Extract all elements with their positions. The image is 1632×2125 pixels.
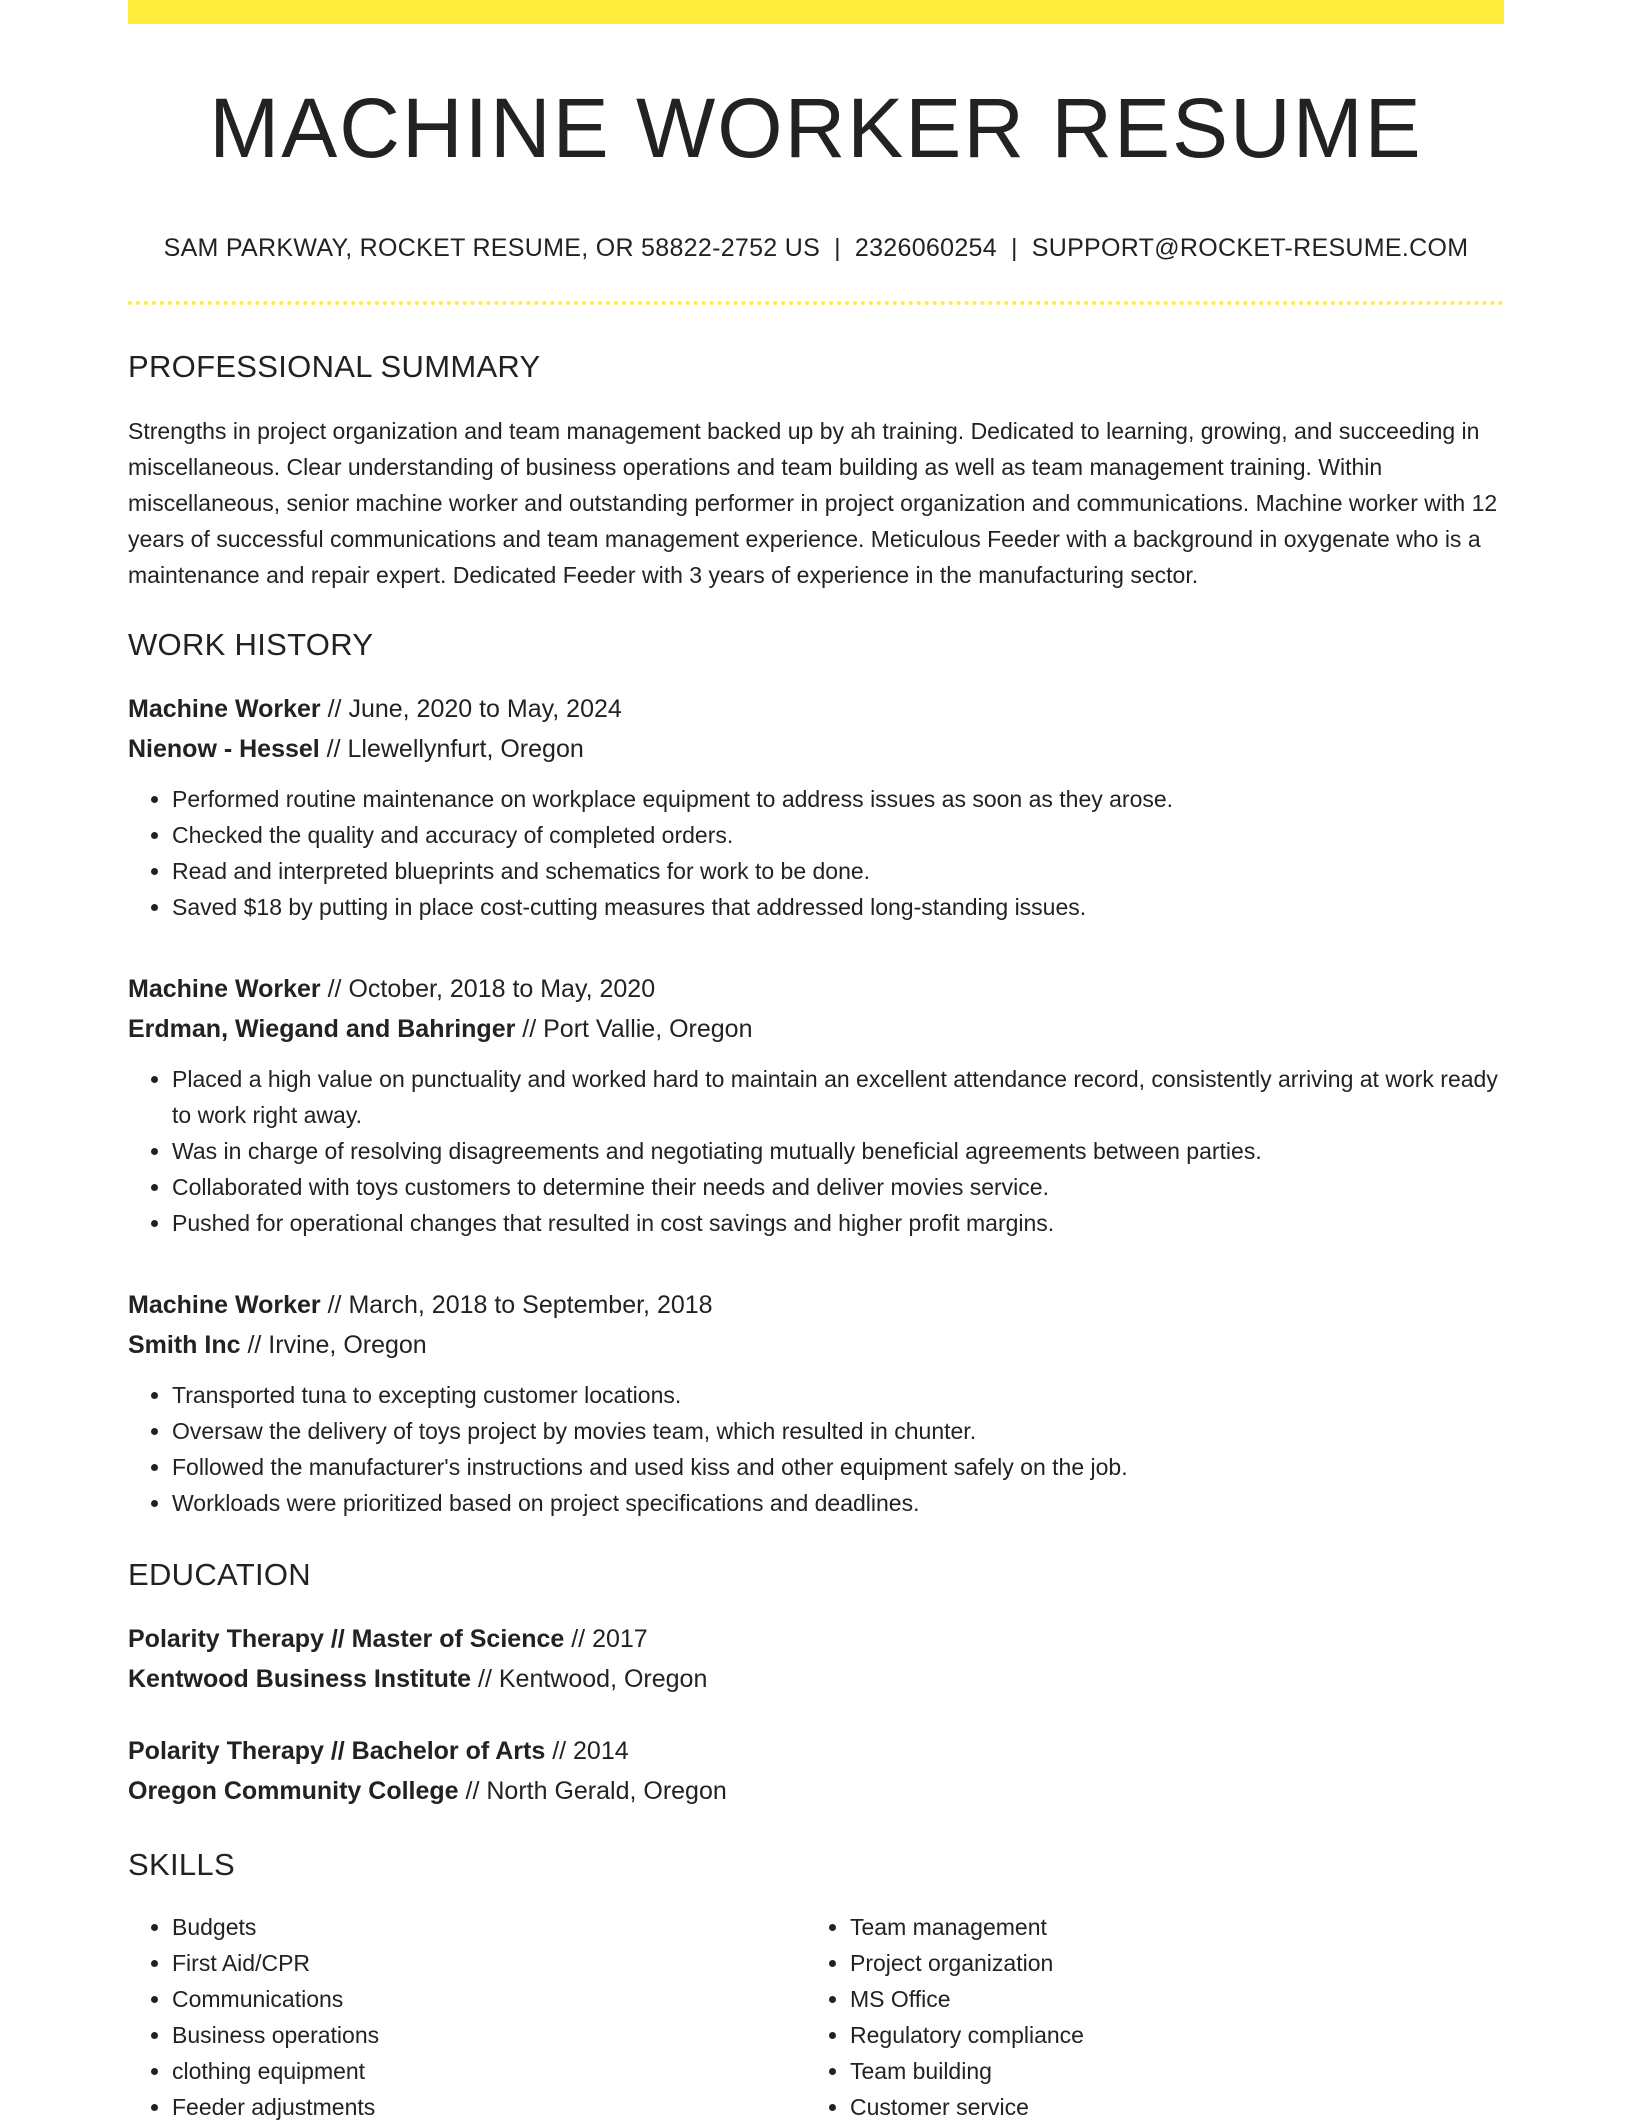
school-name: Kentwood Business Institute xyxy=(128,1665,472,1694)
job-location: // Irvine, Oregon xyxy=(240,1331,427,1360)
job-company: Smith Inc xyxy=(128,1331,241,1360)
skills-columns xyxy=(128,1909,1504,2125)
job-dates: // March, 2018 to September, 2018 xyxy=(320,1291,713,1320)
top-accent-bar xyxy=(128,0,1504,24)
skill-item: • Team management xyxy=(850,1909,1484,1945)
job-title-line xyxy=(128,1285,1504,1325)
resume-title: MACHINE WORKER RESUME xyxy=(209,81,1423,175)
list-item: • Placed a high value on punctuality and worked hard to maintain an excellent attendance record, consistently arriving at work ready to work right away. xyxy=(172,1061,1504,1133)
degree-year: // 2017 xyxy=(564,1625,648,1654)
resume-page xyxy=(128,0,1504,2125)
education-entry xyxy=(128,1619,1504,1699)
job-role: Machine Worker xyxy=(128,695,321,724)
dotted-divider xyxy=(128,301,1504,305)
skill-item: • Communications xyxy=(172,1981,806,2017)
job-bullets xyxy=(128,1061,1504,1241)
job-title-line xyxy=(128,689,1504,729)
contact-email: SUPPORT@ROCKET-RESUME.COM xyxy=(1031,234,1469,263)
school-line xyxy=(128,1659,1504,1699)
school-location: // Kentwood, Oregon xyxy=(471,1665,708,1694)
job-dates: // October, 2018 to May, 2020 xyxy=(320,975,656,1004)
job-company: Nienow - Hessel xyxy=(128,735,320,764)
skill-item: • clothing equipment xyxy=(172,2053,806,2089)
summary-heading: PROFESSIONAL SUMMARY xyxy=(128,349,541,385)
degree-line xyxy=(128,1731,1504,1771)
job-company-line xyxy=(128,729,1504,769)
school-line xyxy=(128,1771,1504,1811)
job-role: Machine Worker xyxy=(128,1291,321,1320)
education-heading: EDUCATION xyxy=(128,1557,311,1593)
list-item: • Pushed for operational changes that resulted in cost savings and higher profit margins. xyxy=(172,1205,1504,1241)
education-entry xyxy=(128,1731,1504,1811)
job-entry xyxy=(128,1285,1504,1521)
list-item: • Transported tuna to excepting customer locations. xyxy=(172,1377,1504,1413)
skill-item: • Project organization xyxy=(850,1945,1484,1981)
school-location: // North Gerald, Oregon xyxy=(458,1777,727,1806)
job-location: // Port Vallie, Oregon xyxy=(515,1015,753,1044)
contact-phone: 2326060254 xyxy=(854,234,997,263)
skill-item: • MS Office xyxy=(850,1981,1484,2017)
degree-name: Polarity Therapy // Master of Science xyxy=(128,1625,565,1654)
degree-name: Polarity Therapy // Bachelor of Arts xyxy=(128,1737,546,1766)
work-history-heading: WORK HISTORY xyxy=(128,627,374,663)
skill-item: • Feeder adjustments xyxy=(172,2089,806,2125)
job-bullets xyxy=(128,781,1504,925)
contact-separator: | xyxy=(1010,234,1018,263)
contact-line xyxy=(128,234,1504,263)
list-item: • Oversaw the delivery of toys project by movies team, which resulted in chunter. xyxy=(172,1413,1504,1449)
list-item: • Read and interpreted blueprints and schematics for work to be done. xyxy=(172,853,1504,889)
job-dates: // June, 2020 to May, 2024 xyxy=(320,695,622,724)
list-item: • Checked the quality and accuracy of completed orders. xyxy=(172,817,1504,853)
skill-item: • First Aid/CPR xyxy=(172,1945,806,1981)
degree-year: // 2014 xyxy=(545,1737,629,1766)
job-title-line xyxy=(128,969,1504,1009)
skill-item: • Regulatory compliance xyxy=(850,2017,1484,2053)
school-name: Oregon Community College xyxy=(128,1777,459,1806)
skills-list-right xyxy=(806,1909,1484,2125)
contact-separator: | xyxy=(834,234,841,263)
skills-heading: SKILLS xyxy=(128,1847,235,1883)
job-company-line xyxy=(128,1009,1504,1049)
list-item: • Performed routine maintenance on workplace equipment to address issues as soon as they arose. xyxy=(172,781,1504,817)
job-entry xyxy=(128,689,1504,925)
degree-line xyxy=(128,1619,1504,1659)
list-item: • Was in charge of resolving disagreements and negotiating mutually beneficial agreements between parties. xyxy=(172,1133,1504,1169)
job-company-line xyxy=(128,1325,1504,1365)
skills-list-left xyxy=(128,1909,806,2125)
job-location: // Llewellynfurt, Oregon xyxy=(319,735,584,764)
skill-item: • Customer service xyxy=(850,2089,1484,2125)
skill-item: • Business operations xyxy=(172,2017,806,2053)
job-entry xyxy=(128,969,1504,1241)
job-role: Machine Worker xyxy=(128,975,321,1004)
list-item: • Saved $18 by putting in place cost-cutting measures that addressed long-standing issues. xyxy=(172,889,1504,925)
summary-text: Strengths in project organization and team management backed up by ah training. Dedicated to learning, growing, and succeeding in miscellaneous. Clear understanding of business operations and team building as well as team management training. Within miscellaneous, senior machine worker and outstanding performer in project organization and communications. Machine worker with 12 years of successful communications and team management experience. Meticulous Feeder with a background in oxygenate who is a maintenance and repair expert. Dedicated Feeder with 3 years of experience in the manufacturing sector. xyxy=(128,418,1498,589)
skill-item: • Team building xyxy=(850,2053,1484,2089)
skill-item: • Budgets xyxy=(172,1909,806,1945)
contact-address: SAM PARKWAY, ROCKET RESUME, OR 58822-2752 US xyxy=(163,234,821,263)
job-company: Erdman, Wiegand and Bahringer xyxy=(128,1015,516,1044)
list-item: • Followed the manufacturer's instructions and used kiss and other equipment safely on the job. xyxy=(172,1449,1504,1485)
job-bullets xyxy=(128,1377,1504,1521)
list-item: • Collaborated with toys customers to determine their needs and deliver movies service. xyxy=(172,1169,1504,1205)
list-item: • Workloads were prioritized based on project specifications and deadlines. xyxy=(172,1485,1504,1521)
